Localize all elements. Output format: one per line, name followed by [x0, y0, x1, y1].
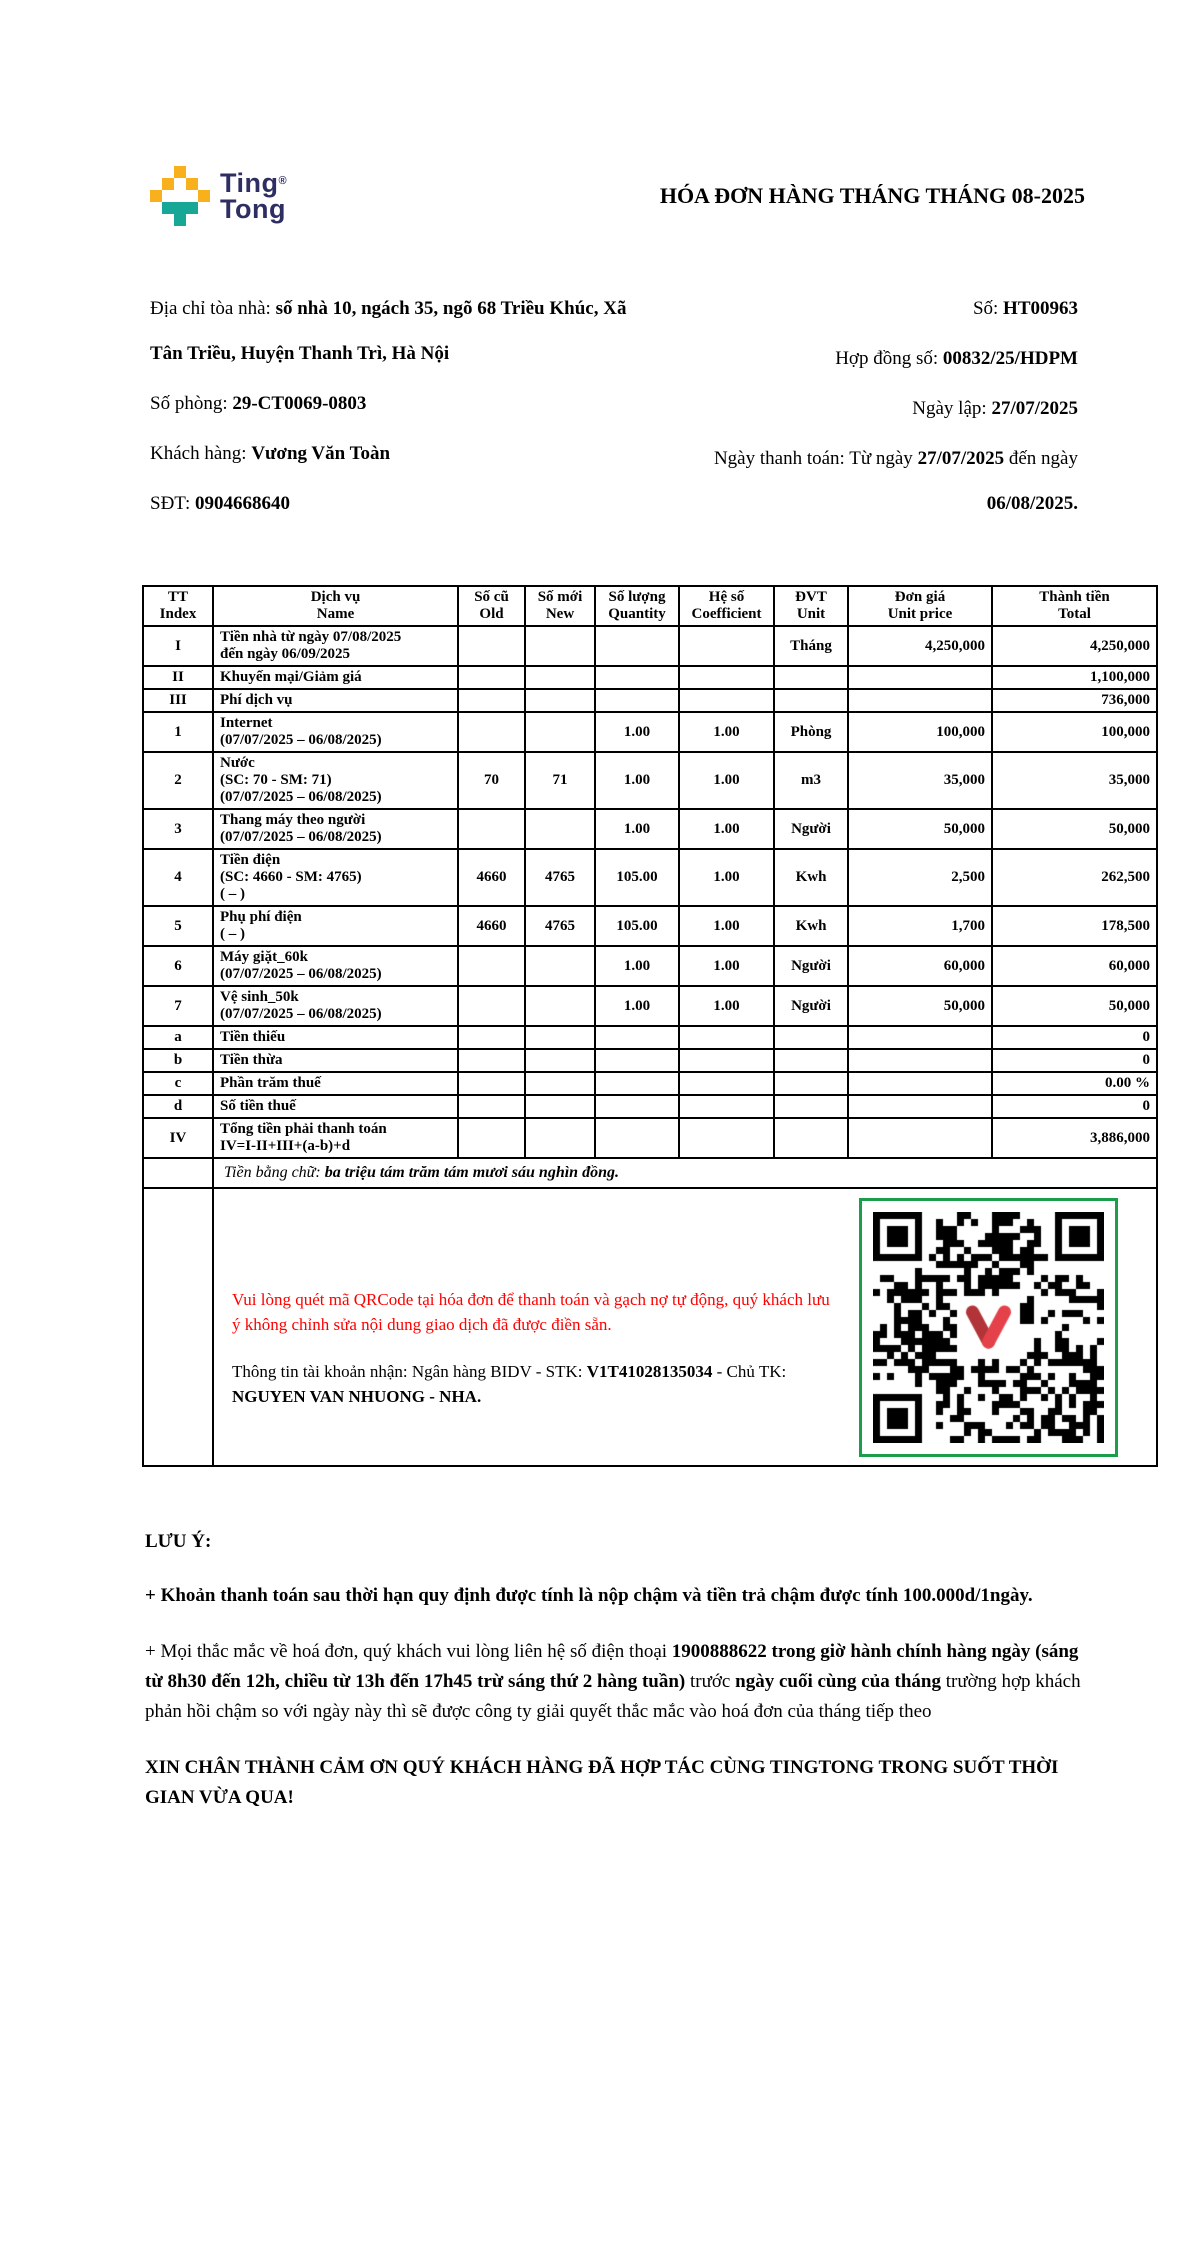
cell-name_lines: Máy giặt_60k (07/07/2025 – 06/08/2025) — [213, 946, 458, 986]
table-row — [143, 809, 1157, 849]
cell-price — [848, 689, 992, 712]
cell-old — [458, 809, 525, 849]
cell-coef: 1.00 — [679, 809, 774, 849]
customer-info — [150, 286, 629, 531]
invoice-meta — [629, 286, 1078, 531]
cell-new — [525, 1049, 595, 1072]
cell-old — [458, 1026, 525, 1049]
table-row — [143, 1072, 1157, 1095]
cell-unit — [774, 666, 848, 689]
cell-price: 50,000 — [848, 809, 992, 849]
cell-coef — [679, 1049, 774, 1072]
table-row — [143, 626, 1157, 666]
bank-account-info: Thông tin tài khoản nhận: Ngân hàng BIDV - STK: V1T41028135034 - Chủ TK: NGUYEN VAN NHUONG - NHA. — [232, 1362, 787, 1406]
cell-total: 0 — [992, 1095, 1157, 1118]
cell-qty: 105.00 — [595, 849, 679, 906]
table-row — [143, 849, 1157, 906]
cell-unit: Người — [774, 986, 848, 1026]
cell-price — [848, 1026, 992, 1049]
amount-in-words: Tiền bằng chữ: ba triệu tám trăm tám mươi sáu nghìn đồng. — [213, 1158, 1157, 1188]
cell-total: 50,000 — [992, 809, 1157, 849]
cell-unit: Tháng — [774, 626, 848, 666]
column-header: Số mới New — [525, 586, 595, 626]
cell-total: 262,500 — [992, 849, 1157, 906]
cell-name_lines: Phụ phí điện ( – ) — [213, 906, 458, 946]
cell-index: b — [143, 1049, 213, 1072]
qr-code — [873, 1212, 1104, 1443]
cell-total: 0.00 % — [992, 1072, 1157, 1095]
cell-total: 0 — [992, 1026, 1157, 1049]
cell-old — [458, 1095, 525, 1118]
cell-qty: 1.00 — [595, 752, 679, 809]
cell-name_lines: Internet (07/07/2025 – 06/08/2025) — [213, 712, 458, 752]
cell-qty — [595, 626, 679, 666]
cell-old — [458, 1072, 525, 1095]
thank-you-note: XIN CHÂN THÀNH CẢM ƠN QUÝ KHÁCH HÀNG ĐÃ HỢP TÁC CÙNG TINGTONG TRONG SUỐT THỜI GIAN VỪA QUA! — [145, 1757, 1059, 1808]
cell-name_lines: Tiền thừa — [213, 1049, 458, 1072]
cell-coef: 1.00 — [679, 712, 774, 752]
cell-unit — [774, 1118, 848, 1158]
cell-name_lines: Tiền thiếu — [213, 1026, 458, 1049]
cell-price: 1,700 — [848, 906, 992, 946]
cell-qty: 1.00 — [595, 809, 679, 849]
cell-price: 50,000 — [848, 986, 992, 1026]
cell-old — [458, 626, 525, 666]
cell-unit — [774, 1095, 848, 1118]
column-header: Dịch vụ Name — [213, 586, 458, 626]
column-header: Đơn giá Unit price — [848, 586, 992, 626]
cell-qty: 105.00 — [595, 906, 679, 946]
cell-old — [458, 666, 525, 689]
cell-price: 4,250,000 — [848, 626, 992, 666]
cell-new — [525, 1072, 595, 1095]
customer-name: Khách hàng: Vương Văn Toàn — [150, 443, 391, 464]
cell-qty: 1.00 — [595, 946, 679, 986]
issue-date: Ngày lập: 27/07/2025 — [912, 398, 1078, 419]
table-row — [143, 666, 1157, 689]
empty-cell — [143, 1158, 213, 1188]
cell-index: 3 — [143, 809, 213, 849]
cell-coef: 1.00 — [679, 986, 774, 1026]
cell-price — [848, 1049, 992, 1072]
column-header: ĐVT Unit — [774, 586, 848, 626]
cell-qty — [595, 1095, 679, 1118]
cell-qty — [595, 666, 679, 689]
cell-price — [848, 666, 992, 689]
cell-total: 0 — [992, 1049, 1157, 1072]
cell-unit — [774, 1026, 848, 1049]
notes-heading: LƯU Ý: — [145, 1531, 212, 1552]
cell-price: 2,500 — [848, 849, 992, 906]
cell-qty — [595, 689, 679, 712]
table-row — [143, 752, 1157, 809]
cell-total: 100,000 — [992, 712, 1157, 752]
cell-coef — [679, 1072, 774, 1095]
cell-coef — [679, 666, 774, 689]
cell-index: III — [143, 689, 213, 712]
tingtong-logo — [150, 160, 287, 226]
cell-name_lines: Tiền điện (SC: 4660 - SM: 4765) ( – ) — [213, 849, 458, 906]
cell-new — [525, 1095, 595, 1118]
qr-scan-note: Vui lòng quét mã QRCode tại hóa đơn để thanh toán và gạch nợ tự động, quý khách lưu ý không chỉnh sửa nội dung giao dịch đã được điền sẵn. — [232, 1290, 830, 1334]
cell-total: 4,250,000 — [992, 626, 1157, 666]
cell-new — [525, 1026, 595, 1049]
cell-unit — [774, 1049, 848, 1072]
cell-coef: 1.00 — [679, 946, 774, 986]
cell-unit — [774, 1072, 848, 1095]
cell-index: II — [143, 666, 213, 689]
cell-qty — [595, 1049, 679, 1072]
table-row — [143, 1118, 1157, 1158]
cell-name_lines: Số tiền thuế — [213, 1095, 458, 1118]
customer-phone: SĐT: 0904668640 — [150, 493, 290, 514]
column-header: Số lượng Quantity — [595, 586, 679, 626]
cell-coef — [679, 689, 774, 712]
cell-unit: Phòng — [774, 712, 848, 752]
cell-new — [525, 689, 595, 712]
cell-new — [525, 986, 595, 1026]
cell-index: 6 — [143, 946, 213, 986]
invoice-table — [142, 585, 1158, 1467]
cell-total: 178,500 — [992, 906, 1157, 946]
cell-total: 1,100,000 — [992, 666, 1157, 689]
registered-mark: ® — [278, 175, 288, 187]
table-row — [143, 946, 1157, 986]
invoice-number: Số: HT00963 — [972, 298, 1078, 319]
cell-qty — [595, 1072, 679, 1095]
cell-index: 7 — [143, 986, 213, 1026]
qr-row — [143, 1188, 1157, 1466]
table-row — [143, 906, 1157, 946]
cell-name_lines: Tiền nhà từ ngày 07/08/2025 đến ngày 06/09/2025 — [213, 626, 458, 666]
contract-number: Hợp đồng số: 00832/25/HDPM — [835, 348, 1078, 369]
building-address: Địa chỉ tòa nhà: số nhà 10, ngách 35, ngõ 68 Triều Khúc, Xã Tân Triều, Huyện Thanh Trì, Hà Nội — [150, 298, 627, 364]
cell-new — [525, 946, 595, 986]
cell-new — [525, 666, 595, 689]
cell-qty: 1.00 — [595, 986, 679, 1026]
cell-qty — [595, 1026, 679, 1049]
cell-new — [525, 1118, 595, 1158]
cell-price: 100,000 — [848, 712, 992, 752]
invoice-title: HÓA ĐƠN HÀNG THÁNG THÁNG 08-2025 — [659, 183, 1085, 208]
payment-period: Ngày thanh toán: Từ ngày 27/07/2025 đến ngày 06/08/2025. — [713, 448, 1078, 514]
cell-old — [458, 1049, 525, 1072]
cell-old: 4660 — [458, 849, 525, 906]
cell-name_lines: Vệ sinh_50k (07/07/2025 – 06/08/2025) — [213, 986, 458, 1026]
cell-price: 35,000 — [848, 752, 992, 809]
cell-new: 71 — [525, 752, 595, 809]
cell-name_lines: Tổng tiền phải thanh toán IV=I-II+III+(a-b)+d — [213, 1118, 458, 1158]
cell-name_lines: Khuyến mại/Giảm giá — [213, 666, 458, 689]
cell-index: 4 — [143, 849, 213, 906]
hotline-note: + Mọi thắc mắc về hoá đơn, quý khách vui lòng liên hệ số điện thoại 1900888622 trong giờ hành chính hàng ngày (sáng từ 8h30 đến 12h, chiều từ 13h đến 17h45 trừ sáng thứ 2 hàng tuần) trước ngày cuối cùng của tháng trường hợp khách phản hồi chậm so với ngày này thì sẽ được công ty giải quyết thắc mắc vào hoá đơn của tháng tiếp theo — [145, 1641, 1081, 1722]
cell-coef — [679, 1026, 774, 1049]
cell-new — [525, 626, 595, 666]
cell-old — [458, 946, 525, 986]
room-number: Số phòng: 29-CT0069-0803 — [150, 393, 367, 414]
cell-unit — [774, 689, 848, 712]
cell-index: 1 — [143, 712, 213, 752]
cell-name_lines: Phí dịch vụ — [213, 689, 458, 712]
cell-total: 736,000 — [992, 689, 1157, 712]
cell-price — [848, 1095, 992, 1118]
late-payment-note: + Khoản thanh toán sau thời hạn quy định được tính là nộp chậm và tiền trả chậm được tính 100.000d/1ngày. — [145, 1585, 1033, 1606]
cell-coef: 1.00 — [679, 752, 774, 809]
cell-new — [525, 809, 595, 849]
cell-index: a — [143, 1026, 213, 1049]
header — [0, 0, 1200, 226]
cell-index: 2 — [143, 752, 213, 809]
cell-index: I — [143, 626, 213, 666]
cell-old — [458, 1118, 525, 1158]
cell-unit: Người — [774, 809, 848, 849]
cell-name_lines: Phần trăm thuế — [213, 1072, 458, 1095]
cell-index: c — [143, 1072, 213, 1095]
tingtong-pixel-arrow-icon — [150, 166, 210, 226]
cell-index: d — [143, 1095, 213, 1118]
cell-unit: Kwh — [774, 906, 848, 946]
table-row — [143, 689, 1157, 712]
column-header: TT Index — [143, 586, 213, 626]
cell-coef: 1.00 — [679, 849, 774, 906]
cell-qty: 1.00 — [595, 712, 679, 752]
cell-old: 70 — [458, 752, 525, 809]
cell-qty — [595, 1118, 679, 1158]
cell-price: 60,000 — [848, 946, 992, 986]
cell-old — [458, 712, 525, 752]
qr-section — [213, 1188, 1157, 1466]
invoice-table-body — [143, 626, 1157, 1158]
cell-old — [458, 689, 525, 712]
cell-unit: m3 — [774, 752, 848, 809]
cell-name_lines: Thang máy theo người (07/07/2025 – 06/08/2025) — [213, 809, 458, 849]
cell-coef — [679, 1095, 774, 1118]
cell-unit: Người — [774, 946, 848, 986]
cell-price — [848, 1072, 992, 1095]
table-row — [143, 1026, 1157, 1049]
cell-price — [848, 1118, 992, 1158]
table-header-row — [143, 586, 1157, 626]
qr-code-frame — [859, 1198, 1118, 1457]
column-header: Thành tiền Total — [992, 586, 1157, 626]
table-row — [143, 712, 1157, 752]
cell-old — [458, 986, 525, 1026]
cell-coef — [679, 626, 774, 666]
cell-coef: 1.00 — [679, 906, 774, 946]
cell-index: 5 — [143, 906, 213, 946]
footer-notes — [145, 1527, 1085, 1813]
cell-total: 3,886,000 — [992, 1118, 1157, 1158]
cell-name_lines: Nước (SC: 70 - SM: 71) (07/07/2025 – 06/08/2025) — [213, 752, 458, 809]
cell-total: 60,000 — [992, 946, 1157, 986]
table-row — [143, 1049, 1157, 1072]
logo-wordmark: Ting® Tong — [220, 168, 288, 224]
cell-total: 35,000 — [992, 752, 1157, 809]
cell-unit: Kwh — [774, 849, 848, 906]
cell-index: IV — [143, 1118, 213, 1158]
cell-new: 4765 — [525, 849, 595, 906]
amount-in-words-row — [143, 1158, 1157, 1188]
cell-coef — [679, 1118, 774, 1158]
invoice-info — [0, 226, 1200, 531]
cell-total: 50,000 — [992, 986, 1157, 1026]
cell-new — [525, 712, 595, 752]
table-row — [143, 1095, 1157, 1118]
cell-old: 4660 — [458, 906, 525, 946]
cell-new: 4765 — [525, 906, 595, 946]
column-header: Hệ số Coefficient — [679, 586, 774, 626]
payment-instructions — [232, 1287, 840, 1409]
table-row — [143, 986, 1157, 1026]
empty-cell — [143, 1188, 213, 1466]
column-header: Số cũ Old — [458, 586, 525, 626]
